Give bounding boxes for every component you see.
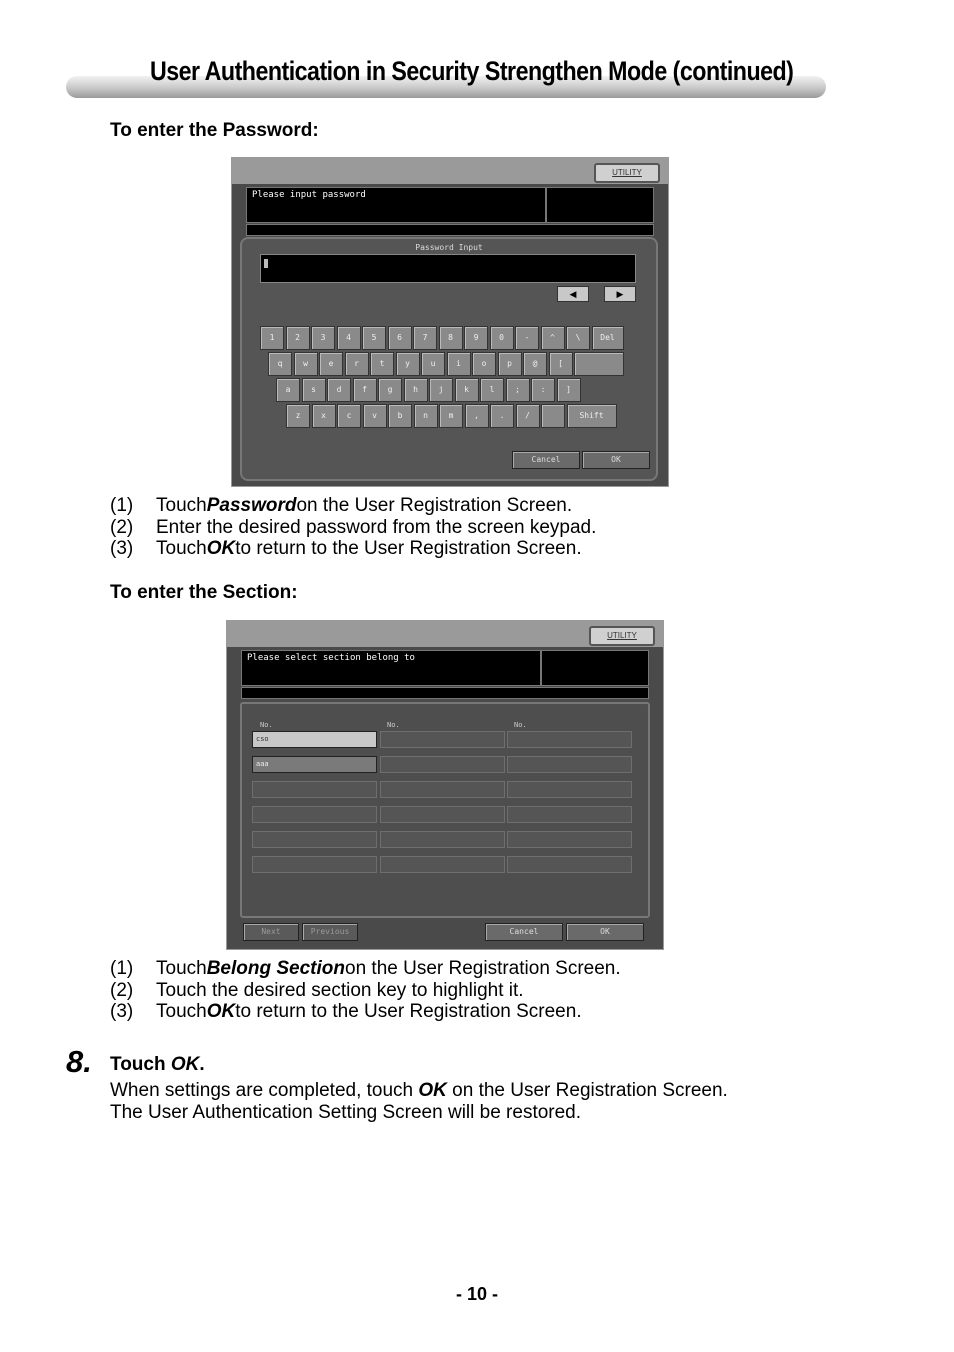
key-x[interactable]: x — [312, 404, 336, 428]
utility-button[interactable]: UTILITY — [589, 626, 655, 646]
panel-title: Password Input — [415, 243, 483, 252]
key-7[interactable]: 7 — [413, 326, 437, 350]
step-body — [110, 1080, 728, 1124]
key-d[interactable]: d — [327, 378, 351, 402]
key-g[interactable]: g — [378, 378, 402, 402]
text-cursor — [264, 259, 268, 268]
password-heading: To enter the Password: — [110, 120, 319, 141]
key-y[interactable]: y — [396, 352, 420, 376]
key-b[interactable]: b — [388, 404, 412, 428]
section-key[interactable] — [507, 831, 632, 848]
step-body-line: When settings are completed, touch OK on the User Registration Screen. — [110, 1080, 728, 1101]
section-key[interactable] — [380, 806, 505, 823]
section-heading: To enter the Section: — [110, 582, 298, 603]
key-5[interactable]: 5 — [362, 326, 386, 350]
status-line — [241, 687, 649, 699]
section-key[interactable] — [252, 856, 377, 873]
key-.[interactable]: . — [490, 404, 514, 428]
section-key[interactable]: aaa — [252, 756, 377, 773]
key-w[interactable]: w — [294, 352, 318, 376]
key-r[interactable]: r — [345, 352, 369, 376]
key-j[interactable]: j — [429, 378, 453, 402]
step-item: (2) Enter the desired password from the screen keypad. — [110, 516, 597, 538]
password-input-screen — [231, 157, 669, 487]
key-3[interactable]: 3 — [311, 326, 335, 350]
key-8[interactable]: 8 — [439, 326, 463, 350]
key-;[interactable]: ; — [506, 378, 530, 402]
step-heading: Touch OK. — [110, 1054, 205, 1075]
ok-button[interactable]: OK — [582, 451, 650, 469]
step-number: 8. — [66, 1044, 92, 1079]
key-blank[interactable] — [574, 352, 624, 376]
key-v[interactable]: v — [363, 404, 387, 428]
key-,[interactable]: , — [465, 404, 489, 428]
section-key[interactable] — [252, 806, 377, 823]
status-line — [246, 224, 654, 236]
utility-button[interactable]: UTILITY — [594, 163, 660, 183]
key-c[interactable]: c — [337, 404, 361, 428]
key-f[interactable]: f — [353, 378, 377, 402]
step-item: (3) Touch OK to return to the User Registration Screen. — [110, 1001, 582, 1022]
step-item: (1) Touch Password on the User Registration Screen. — [110, 495, 573, 516]
key-[[interactable]: [ — [549, 352, 573, 376]
key-e[interactable]: e — [319, 352, 343, 376]
key-/[interactable]: / — [516, 404, 540, 428]
section-key[interactable] — [380, 781, 505, 798]
key-blank[interactable] — [541, 404, 565, 428]
key-q[interactable]: q — [268, 352, 292, 376]
message-area — [246, 187, 546, 223]
key-Shift[interactable]: Shift — [567, 404, 617, 428]
key-z[interactable]: z — [286, 404, 310, 428]
section-key[interactable] — [380, 731, 505, 748]
section-key[interactable] — [507, 731, 632, 748]
cancel-button[interactable]: Cancel — [485, 923, 563, 941]
column-header: No. — [387, 721, 400, 729]
cursor-left-button[interactable]: ◀ — [557, 286, 589, 302]
cancel-button[interactable]: Cancel — [512, 451, 580, 469]
section-steps — [110, 958, 621, 1023]
message-text: Please select section belong to — [247, 653, 415, 663]
section-key[interactable] — [380, 831, 505, 848]
section-key[interactable] — [380, 856, 505, 873]
page-number: - 10 - — [455, 1284, 498, 1304]
step-body-line: The User Authentication Setting Screen will be restored. — [110, 1102, 582, 1123]
step-item: (2) Touch the desired section key to highlight it. — [110, 979, 524, 1001]
password-input-panel — [240, 237, 658, 481]
section-key[interactable] — [507, 756, 632, 773]
key-t[interactable]: t — [370, 352, 394, 376]
section-key[interactable] — [252, 831, 377, 848]
message-side-area — [546, 187, 654, 223]
column-header: No. — [514, 721, 527, 729]
key-][interactable]: ] — [557, 378, 581, 402]
previous-button[interactable]: Previous — [302, 923, 358, 941]
key-6[interactable]: 6 — [388, 326, 412, 350]
ok-button[interactable]: OK — [566, 923, 644, 941]
key-^[interactable]: ^ — [541, 326, 565, 350]
key-Del[interactable]: Del — [592, 326, 624, 350]
key-k[interactable]: k — [455, 378, 479, 402]
section-key[interactable] — [380, 756, 505, 773]
page-title: User Authentication in Security Strengthen Mode (continued) — [150, 56, 794, 86]
key-o[interactable]: o — [472, 352, 496, 376]
key-u[interactable]: u — [421, 352, 445, 376]
password-field[interactable] — [260, 254, 636, 283]
key-n[interactable]: n — [414, 404, 438, 428]
section-key[interactable] — [507, 806, 632, 823]
column-header: No. — [260, 721, 273, 729]
key-:[interactable]: : — [531, 378, 555, 402]
password-steps — [110, 495, 596, 560]
key-4[interactable]: 4 — [337, 326, 361, 350]
section-list-panel — [240, 702, 650, 918]
key-0[interactable]: 0 — [490, 326, 514, 350]
key-p[interactable]: p — [498, 352, 522, 376]
step-item: (1) Touch Belong Section on the User Registration Screen. — [110, 958, 621, 979]
section-key[interactable] — [507, 856, 632, 873]
key-9[interactable]: 9 — [464, 326, 488, 350]
cursor-right-button[interactable]: ▶ — [604, 286, 636, 302]
key-1[interactable]: 1 — [260, 326, 284, 350]
key--[interactable]: - — [515, 326, 539, 350]
key-\[interactable]: \ — [566, 326, 590, 350]
section-select-screen — [226, 620, 664, 950]
key-2[interactable]: 2 — [286, 326, 310, 350]
key-l[interactable]: l — [480, 378, 504, 402]
key-@[interactable]: @ — [523, 352, 547, 376]
message-text: Please input password — [252, 190, 366, 200]
section-key[interactable] — [252, 781, 377, 798]
message-area — [241, 650, 541, 686]
message-side-area — [541, 650, 649, 686]
next-button[interactable]: Next — [243, 923, 299, 941]
key-m[interactable]: m — [439, 404, 463, 428]
section-key[interactable]: cso — [252, 731, 377, 748]
step-item: (3) Touch OK to return to the User Registration Screen. — [110, 538, 582, 559]
key-s[interactable]: s — [302, 378, 326, 402]
key-h[interactable]: h — [404, 378, 428, 402]
section-key[interactable] — [507, 781, 632, 798]
key-a[interactable]: a — [276, 378, 300, 402]
key-i[interactable]: i — [447, 352, 471, 376]
